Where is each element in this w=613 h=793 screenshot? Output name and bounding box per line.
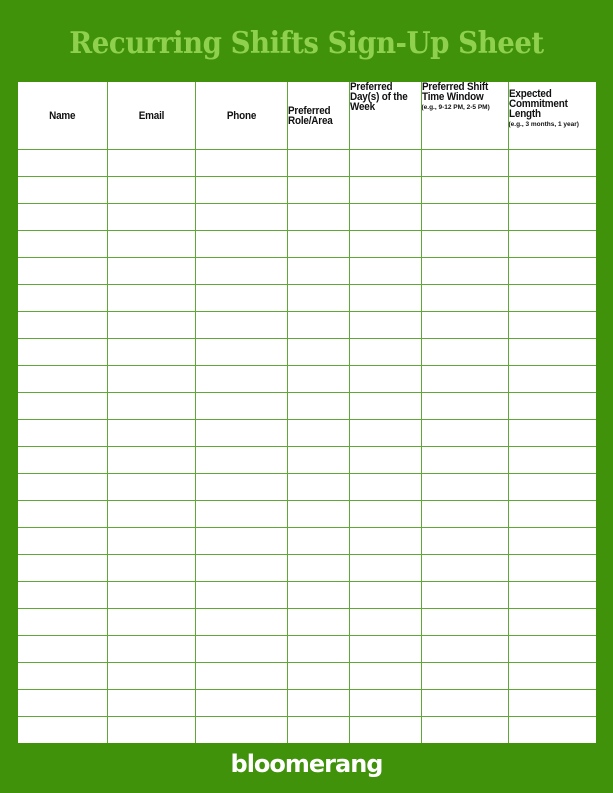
table-row (18, 501, 596, 528)
entry-cell[interactable] (107, 204, 195, 231)
entry-cell[interactable] (195, 636, 287, 663)
entry-cell[interactable] (107, 393, 195, 420)
entry-cell[interactable] (195, 690, 287, 717)
entry-cell[interactable] (18, 312, 107, 339)
column-header-days: Preferred Day(s) of the Week (349, 82, 421, 150)
table-row (18, 204, 596, 231)
entry-cell[interactable] (287, 528, 349, 555)
entry-cell[interactable] (107, 177, 195, 204)
table-row (18, 393, 596, 420)
entry-cell[interactable] (287, 177, 349, 204)
entry-cell[interactable] (421, 528, 508, 555)
table-row (18, 717, 596, 744)
entry-cell[interactable] (107, 636, 195, 663)
table-row (18, 231, 596, 258)
entry-cell[interactable] (18, 285, 107, 312)
entry-cell[interactable] (287, 150, 349, 177)
entry-cell[interactable] (349, 609, 421, 636)
entry-cell[interactable] (18, 231, 107, 258)
entry-cell[interactable] (287, 312, 349, 339)
entry-cell[interactable] (107, 690, 195, 717)
entry-cell[interactable] (421, 582, 508, 609)
entry-cell[interactable] (18, 204, 107, 231)
entry-cell[interactable] (195, 231, 287, 258)
entry-cell[interactable] (18, 420, 107, 447)
commitment-example: (e.g., 3 months, 1 year) (508, 121, 579, 128)
entry-cell[interactable] (195, 717, 287, 744)
entry-cell[interactable] (287, 231, 349, 258)
entry-cell[interactable] (18, 582, 107, 609)
entry-cell[interactable] (349, 339, 421, 366)
entry-cell[interactable] (287, 474, 349, 501)
entry-cell[interactable] (195, 609, 287, 636)
table-row (18, 420, 596, 447)
entry-cell[interactable] (349, 717, 421, 744)
entry-cell[interactable] (195, 420, 287, 447)
entry-cell[interactable] (508, 366, 596, 393)
entry-cell[interactable] (107, 285, 195, 312)
entry-cell[interactable] (421, 204, 508, 231)
entry-cell[interactable] (508, 420, 596, 447)
entry-cell[interactable] (421, 555, 508, 582)
entry-cell[interactable] (508, 204, 596, 231)
entry-cell[interactable] (421, 636, 508, 663)
header-row (18, 82, 596, 150)
entry-cell[interactable] (195, 150, 287, 177)
entry-cell[interactable] (287, 447, 349, 474)
entry-cell[interactable] (421, 258, 508, 285)
entry-cell[interactable] (508, 150, 596, 177)
entry-cell[interactable] (18, 555, 107, 582)
entry-cell[interactable] (195, 582, 287, 609)
entry-cell[interactable] (421, 420, 508, 447)
entry-cell[interactable] (349, 366, 421, 393)
entry-cell[interactable] (421, 690, 508, 717)
entry-cell[interactable] (287, 501, 349, 528)
entry-cell[interactable] (107, 258, 195, 285)
table-row (18, 366, 596, 393)
entry-cell[interactable] (421, 717, 508, 744)
entry-cell[interactable] (107, 474, 195, 501)
entry-cell[interactable] (508, 501, 596, 528)
entry-cell[interactable] (508, 447, 596, 474)
entry-cell[interactable] (349, 420, 421, 447)
entry-cell[interactable] (421, 366, 508, 393)
table-row (18, 609, 596, 636)
entry-cell[interactable] (349, 582, 421, 609)
table-row (18, 150, 596, 177)
entry-cell[interactable] (349, 285, 421, 312)
time-window-example: (e.g., 9-12 PM, 2-5 PM) (421, 104, 490, 111)
bloomerang-logo: bloomerang (230, 750, 383, 778)
entry-cell[interactable] (195, 258, 287, 285)
entry-cell[interactable] (508, 258, 596, 285)
entry-cell[interactable] (508, 663, 596, 690)
column-header-phone: Phone (195, 82, 287, 150)
table-row (18, 285, 596, 312)
entry-cell[interactable] (107, 420, 195, 447)
table-row (18, 474, 596, 501)
entry-cell[interactable] (508, 636, 596, 663)
entry-cell[interactable] (349, 663, 421, 690)
entry-cell[interactable] (287, 366, 349, 393)
entry-cell[interactable] (18, 501, 107, 528)
table-row (18, 690, 596, 717)
entry-cell[interactable] (107, 717, 195, 744)
entry-cell[interactable] (195, 528, 287, 555)
entry-cell[interactable] (287, 609, 349, 636)
entry-cell[interactable] (349, 312, 421, 339)
entry-cell[interactable] (18, 690, 107, 717)
entry-cell[interactable] (287, 663, 349, 690)
entry-cell[interactable] (508, 582, 596, 609)
entry-cell[interactable] (508, 339, 596, 366)
entry-cell[interactable] (287, 285, 349, 312)
entry-cell[interactable] (18, 366, 107, 393)
entry-cell[interactable] (18, 528, 107, 555)
table-row (18, 555, 596, 582)
entry-cell[interactable] (421, 285, 508, 312)
entry-cell[interactable] (508, 231, 596, 258)
entry-cell[interactable] (421, 474, 508, 501)
entry-cell[interactable] (287, 393, 349, 420)
entry-cell[interactable] (508, 690, 596, 717)
entry-cell[interactable] (18, 663, 107, 690)
entry-cell[interactable] (349, 447, 421, 474)
entry-cell[interactable] (508, 285, 596, 312)
entry-cell[interactable] (18, 150, 107, 177)
entry-cell[interactable] (107, 609, 195, 636)
entry-cell[interactable] (107, 582, 195, 609)
entry-cell[interactable] (287, 717, 349, 744)
entry-cell[interactable] (508, 393, 596, 420)
page-title: Recurring Shifts Sign-Up Sheet (69, 26, 544, 61)
entry-cell[interactable] (18, 177, 107, 204)
entry-cell[interactable] (18, 636, 107, 663)
entry-cell[interactable] (107, 339, 195, 366)
entry-cell[interactable] (107, 528, 195, 555)
entry-cell[interactable] (508, 312, 596, 339)
entry-cell[interactable] (421, 312, 508, 339)
entry-cell[interactable] (421, 339, 508, 366)
entry-cell[interactable] (18, 609, 107, 636)
entry-cell[interactable] (349, 150, 421, 177)
entry-cell[interactable] (195, 285, 287, 312)
entry-cell[interactable] (195, 447, 287, 474)
entry-cell[interactable] (195, 501, 287, 528)
table-row (18, 582, 596, 609)
entry-cell[interactable] (421, 609, 508, 636)
entry-cell[interactable] (349, 474, 421, 501)
entry-cell[interactable] (195, 393, 287, 420)
entry-cell[interactable] (287, 420, 349, 447)
entry-cell[interactable] (421, 231, 508, 258)
entry-cell[interactable] (195, 312, 287, 339)
table-row (18, 258, 596, 285)
entry-cell[interactable] (421, 447, 508, 474)
entry-cell[interactable] (287, 690, 349, 717)
entry-cell[interactable] (107, 231, 195, 258)
table-row (18, 312, 596, 339)
entry-cell[interactable] (18, 447, 107, 474)
entry-cell[interactable] (508, 177, 596, 204)
entry-cell[interactable] (107, 447, 195, 474)
table-row (18, 663, 596, 690)
entry-cell[interactable] (287, 339, 349, 366)
column-header-time-window: Preferred Shift Time Window (e.g., 9-12 PM, 2-5 PM) (421, 82, 508, 150)
entry-cell[interactable] (195, 366, 287, 393)
entry-cell[interactable] (349, 204, 421, 231)
entry-cell[interactable] (107, 150, 195, 177)
entry-cell[interactable] (349, 231, 421, 258)
entry-cell[interactable] (195, 474, 287, 501)
entry-cell[interactable] (195, 555, 287, 582)
entry-cell[interactable] (107, 501, 195, 528)
entry-cell[interactable] (349, 636, 421, 663)
entry-cell[interactable] (287, 204, 349, 231)
entry-cell[interactable] (349, 528, 421, 555)
entry-cell[interactable] (287, 582, 349, 609)
entry-cell[interactable] (18, 717, 107, 744)
entry-cell[interactable] (421, 150, 508, 177)
entry-cell[interactable] (107, 663, 195, 690)
table-row (18, 177, 596, 204)
column-header-name: Name (18, 82, 107, 150)
entry-cell[interactable] (287, 258, 349, 285)
column-header-email: Email (107, 82, 195, 150)
entry-cell[interactable] (107, 555, 195, 582)
entry-cell[interactable] (421, 501, 508, 528)
entry-cell[interactable] (508, 717, 596, 744)
entry-cell[interactable] (195, 663, 287, 690)
table-row (18, 528, 596, 555)
entry-cell[interactable] (195, 177, 287, 204)
entry-cell[interactable] (349, 393, 421, 420)
signup-table (18, 82, 596, 743)
column-header-role: Preferred Role/Area (287, 82, 349, 150)
entry-cell[interactable] (18, 474, 107, 501)
entry-cell[interactable] (508, 609, 596, 636)
entry-cell[interactable] (18, 258, 107, 285)
entry-cell[interactable] (349, 555, 421, 582)
entry-cell[interactable] (421, 177, 508, 204)
entry-cell[interactable] (195, 339, 287, 366)
entry-cell[interactable] (349, 690, 421, 717)
table-row (18, 636, 596, 663)
entry-cell[interactable] (421, 663, 508, 690)
column-header-commitment: Expected Commitment Length (e.g., 3 months, 1 year) (508, 82, 596, 150)
entry-cell[interactable] (107, 312, 195, 339)
entry-cell[interactable] (508, 528, 596, 555)
entry-cell[interactable] (18, 339, 107, 366)
entry-cell[interactable] (287, 636, 349, 663)
entry-cell[interactable] (195, 204, 287, 231)
entry-cell[interactable] (508, 474, 596, 501)
entry-cell[interactable] (349, 177, 421, 204)
entry-cell[interactable] (349, 501, 421, 528)
entry-cell[interactable] (18, 393, 107, 420)
entry-cell[interactable] (287, 555, 349, 582)
entry-cell[interactable] (508, 555, 596, 582)
entry-cell[interactable] (421, 393, 508, 420)
table-row (18, 447, 596, 474)
table-row (18, 339, 596, 366)
entry-cell[interactable] (349, 258, 421, 285)
entry-cell[interactable] (107, 366, 195, 393)
